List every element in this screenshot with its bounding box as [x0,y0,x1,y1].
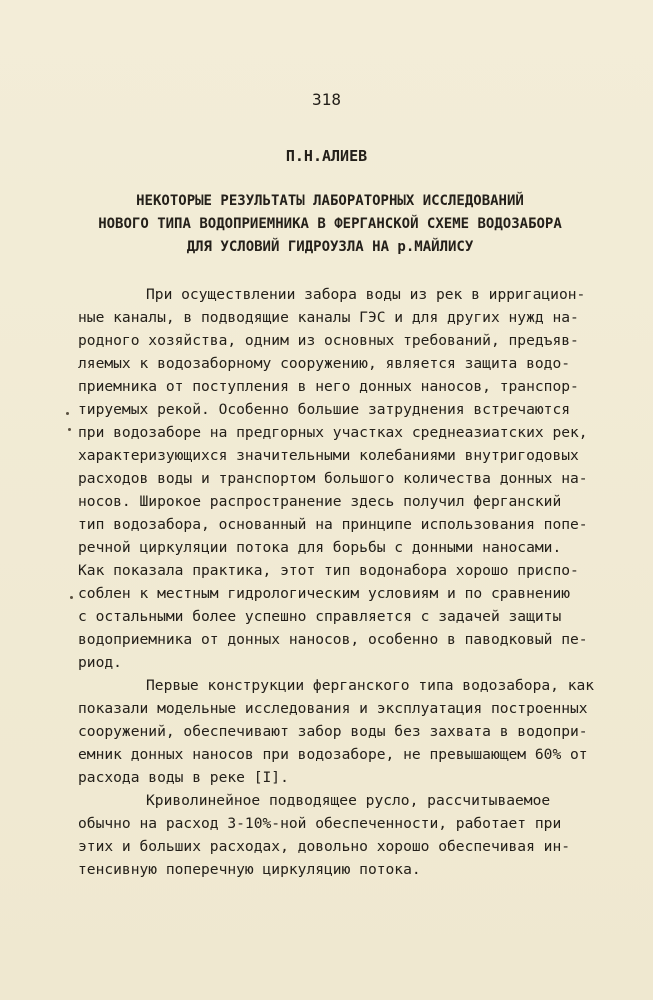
text-line: с остальными более успешно справляется с задачей защиты [78,608,562,625]
text-line: водоприемника от донных наносов, особенно в паводковый пе- [78,631,588,648]
text-line: риод. [78,654,122,671]
text-line: ные каналы, в подводящие каналы ГЭС и для других нужд на- [78,309,579,326]
author-name: П.Н.АЛИЕВ [285,147,368,165]
text-line: Криволинейное подводящее русло, рассчитываемое [146,792,551,809]
text-line: Первые конструкции ферганского типа водозабора, как [146,677,595,694]
title-line: НЕКОТОРЫЕ РЕЗУЛЬТАТЫ ЛАБОРАТОРНЫХ ИССЛЕДОВАНИЙ [136,193,524,209]
title-line: ДЛЯ УСЛОВИЙ ГИДРОУЗЛА НА р.МАЙЛИСУ [186,239,474,255]
text-line: ляемых к водозаборному сооружению, является защита водо- [78,355,571,372]
text-line: приемника от поступления в него донных наносов, транспор- [78,378,579,395]
margin-speck [66,412,69,415]
text-line: речной циркуляции потока для борьбы с донными наносами. [78,539,562,556]
article-title [70,190,590,259]
text-line: показали модельные исследования и эксплуатация построенных [78,700,588,717]
text-line: этих и больших расходах, довольно хорошо обеспечивая ин- [78,838,571,855]
page-number: 318 [312,90,341,109]
text-line: обычно на расход 3-10%-ной обеспеченности, работает при [78,815,562,832]
margin-speck [68,428,71,431]
body-text [78,283,638,881]
margin-speck [70,596,73,599]
text-line: при водозаборе на предгорных участках среднеазиатских рек, [78,424,588,441]
text-line: расходов воды и транспортом большого количества донных на- [78,470,588,487]
text-line: родного хозяйства, одним из основных требований, предъяв- [78,332,579,349]
text-line: тируемых рекой. Особенно большие затруднения встречаются [78,401,571,418]
title-line: НОВОГО ТИПА ВОДОПРИЕМНИКА В ФЕРГАНСКОЙ СХЕМЕ ВОДОЗАБОРА [98,216,562,232]
text-line: расхода воды в реке [I]. [78,769,289,786]
text-line: тип водозабора, основанный на принципе использования попе- [78,516,588,533]
text-line: тенсивную поперечную циркуляцию потока. [78,861,421,878]
text-line: Как показала практика, этот тип водонабора хорошо приспо- [78,562,579,579]
text-line: носов. Широкое распространение здесь получил ферганский [78,493,562,510]
text-line: емник донных наносов при водозаборе, не превышающем 60% от [78,746,588,763]
text-line: соблен к местным гидрологическим условиям и по сравнению [78,585,571,602]
text-line: сооружений, обеспечивают забор воды без захвата в водопри- [78,723,588,740]
text-line: характеризующихся значительными колебаниями внутригодовых [78,447,579,464]
text-line: При осуществлении забора воды из рек в ирригацион- [146,286,586,303]
